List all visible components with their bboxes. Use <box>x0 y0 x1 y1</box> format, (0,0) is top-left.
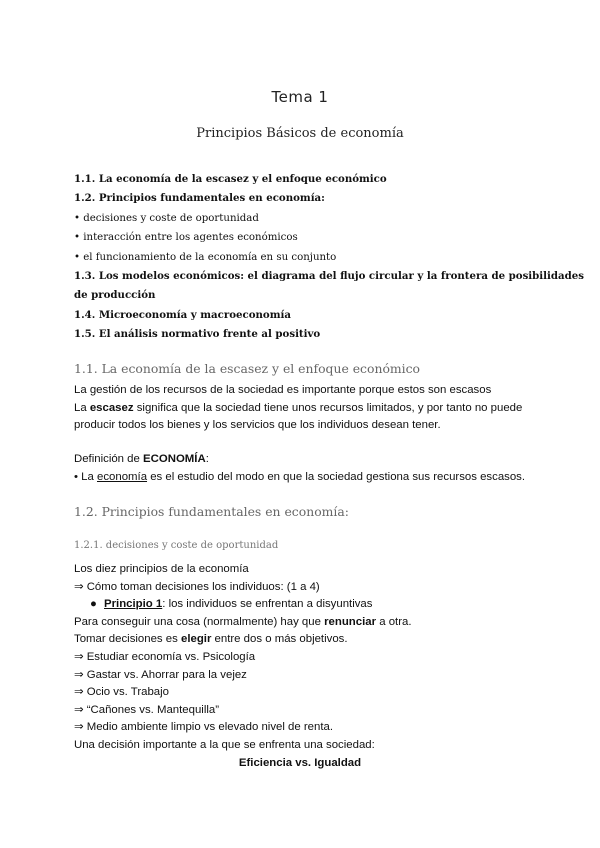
bold-term: renunciar <box>324 615 377 628</box>
toc-item: 1.1. La economía de la escasez y el enfoque económico <box>74 173 387 185</box>
paragraph-line <box>74 614 534 632</box>
toc-item: 1.2. Principios fundamentales en economía: <box>74 192 325 205</box>
paragraph-line: producir todos los bienes y los servicios que los individuos desean tener. <box>74 419 441 432</box>
principle-item <box>74 596 534 614</box>
text-span: Para conseguir una cosa (normalmente) hay que <box>74 615 325 628</box>
definition-bullet <box>74 469 534 487</box>
paragraph-line <box>74 631 534 649</box>
section-body <box>74 382 534 435</box>
definition-label <box>74 451 534 469</box>
bullet-icon: ● <box>90 598 97 611</box>
document-subtitle: Principios Básicos de economía <box>196 126 404 141</box>
table-of-contents <box>74 170 584 345</box>
example-line: ⇒ Gastar vs. Ahorrar para la vejez <box>74 668 247 681</box>
definition-block <box>74 451 534 486</box>
underlined-term: economía <box>97 470 148 483</box>
toc-item: • interacción entre los agentes económicos <box>74 232 298 244</box>
toc-item: de producción <box>74 289 156 302</box>
text-span: significa que la sociedad tiene unos recursos limitados, y por tanto no puede <box>133 401 523 414</box>
paragraph-line: Los diez principios de la economía <box>74 563 249 575</box>
text-span: : <box>205 453 209 465</box>
text-span: a otra. <box>376 615 412 628</box>
example-line: ⇒ “Cañones vs. Mantequilla” <box>74 703 220 716</box>
bold-term: elegir <box>181 633 212 646</box>
paragraph-line: Una decisión importante a la que se enfrenta una sociedad: <box>74 738 375 751</box>
toc-item: 1.3. Los modelos económicos: el diagrama del flujo circular y la frontera de posibilidades <box>74 270 584 283</box>
text-span: La <box>74 401 90 414</box>
section-heading: 1.1. La economía de la escasez y el enfoque económico <box>74 361 421 376</box>
paragraph-line: ⇒ Cómo toman decisiones los individuos: (1 a 4) <box>74 580 320 593</box>
example-line: ⇒ Ocio vs. Trabajo <box>74 686 170 699</box>
toc-item: • el funcionamiento de la economía en su conjunto <box>74 251 337 263</box>
paragraph-line <box>74 400 534 418</box>
example-line: ⇒ Medio ambiente limpio vs elevado nivel de renta. <box>74 721 334 734</box>
paragraph-line: La gestión de los recursos de la sociedad es importante porque estos son escasos <box>74 384 492 396</box>
example-line: ⇒ Estudiar economía vs. Psicología <box>74 650 256 663</box>
section-body <box>74 561 534 772</box>
toc-item: • decisiones y coste de oportunidad <box>74 212 259 224</box>
text-span: Tomar decisiones es <box>74 633 181 646</box>
section-heading: 1.2. Principios fundamentales en economía: <box>74 504 349 519</box>
principle-label: Principio 1 <box>104 598 163 611</box>
text-span: : los individuos se enfrentan a disyuntivas <box>162 598 373 611</box>
text-span: Definición de <box>74 453 144 465</box>
text-span: entre dos o más objetivos. <box>211 633 348 646</box>
text-span: es el estudio del modo en que la sociedad gestiona sus recursos escasos. <box>147 470 526 483</box>
toc-item: 1.5. El análisis normativo frente al positivo <box>74 328 321 341</box>
document-title: Tema 1 <box>271 88 329 106</box>
bold-term: escasez <box>89 401 134 414</box>
subsection-heading: 1.2.1. decisiones y coste de oportunidad <box>74 540 279 551</box>
centered-emphasis: Eficiencia vs. Igualdad <box>238 756 362 769</box>
text-span: • La <box>74 470 97 483</box>
bold-term: ECONOMÍA <box>143 453 206 465</box>
toc-item: 1.4. Microeconomía y macroeconomía <box>74 308 291 321</box>
